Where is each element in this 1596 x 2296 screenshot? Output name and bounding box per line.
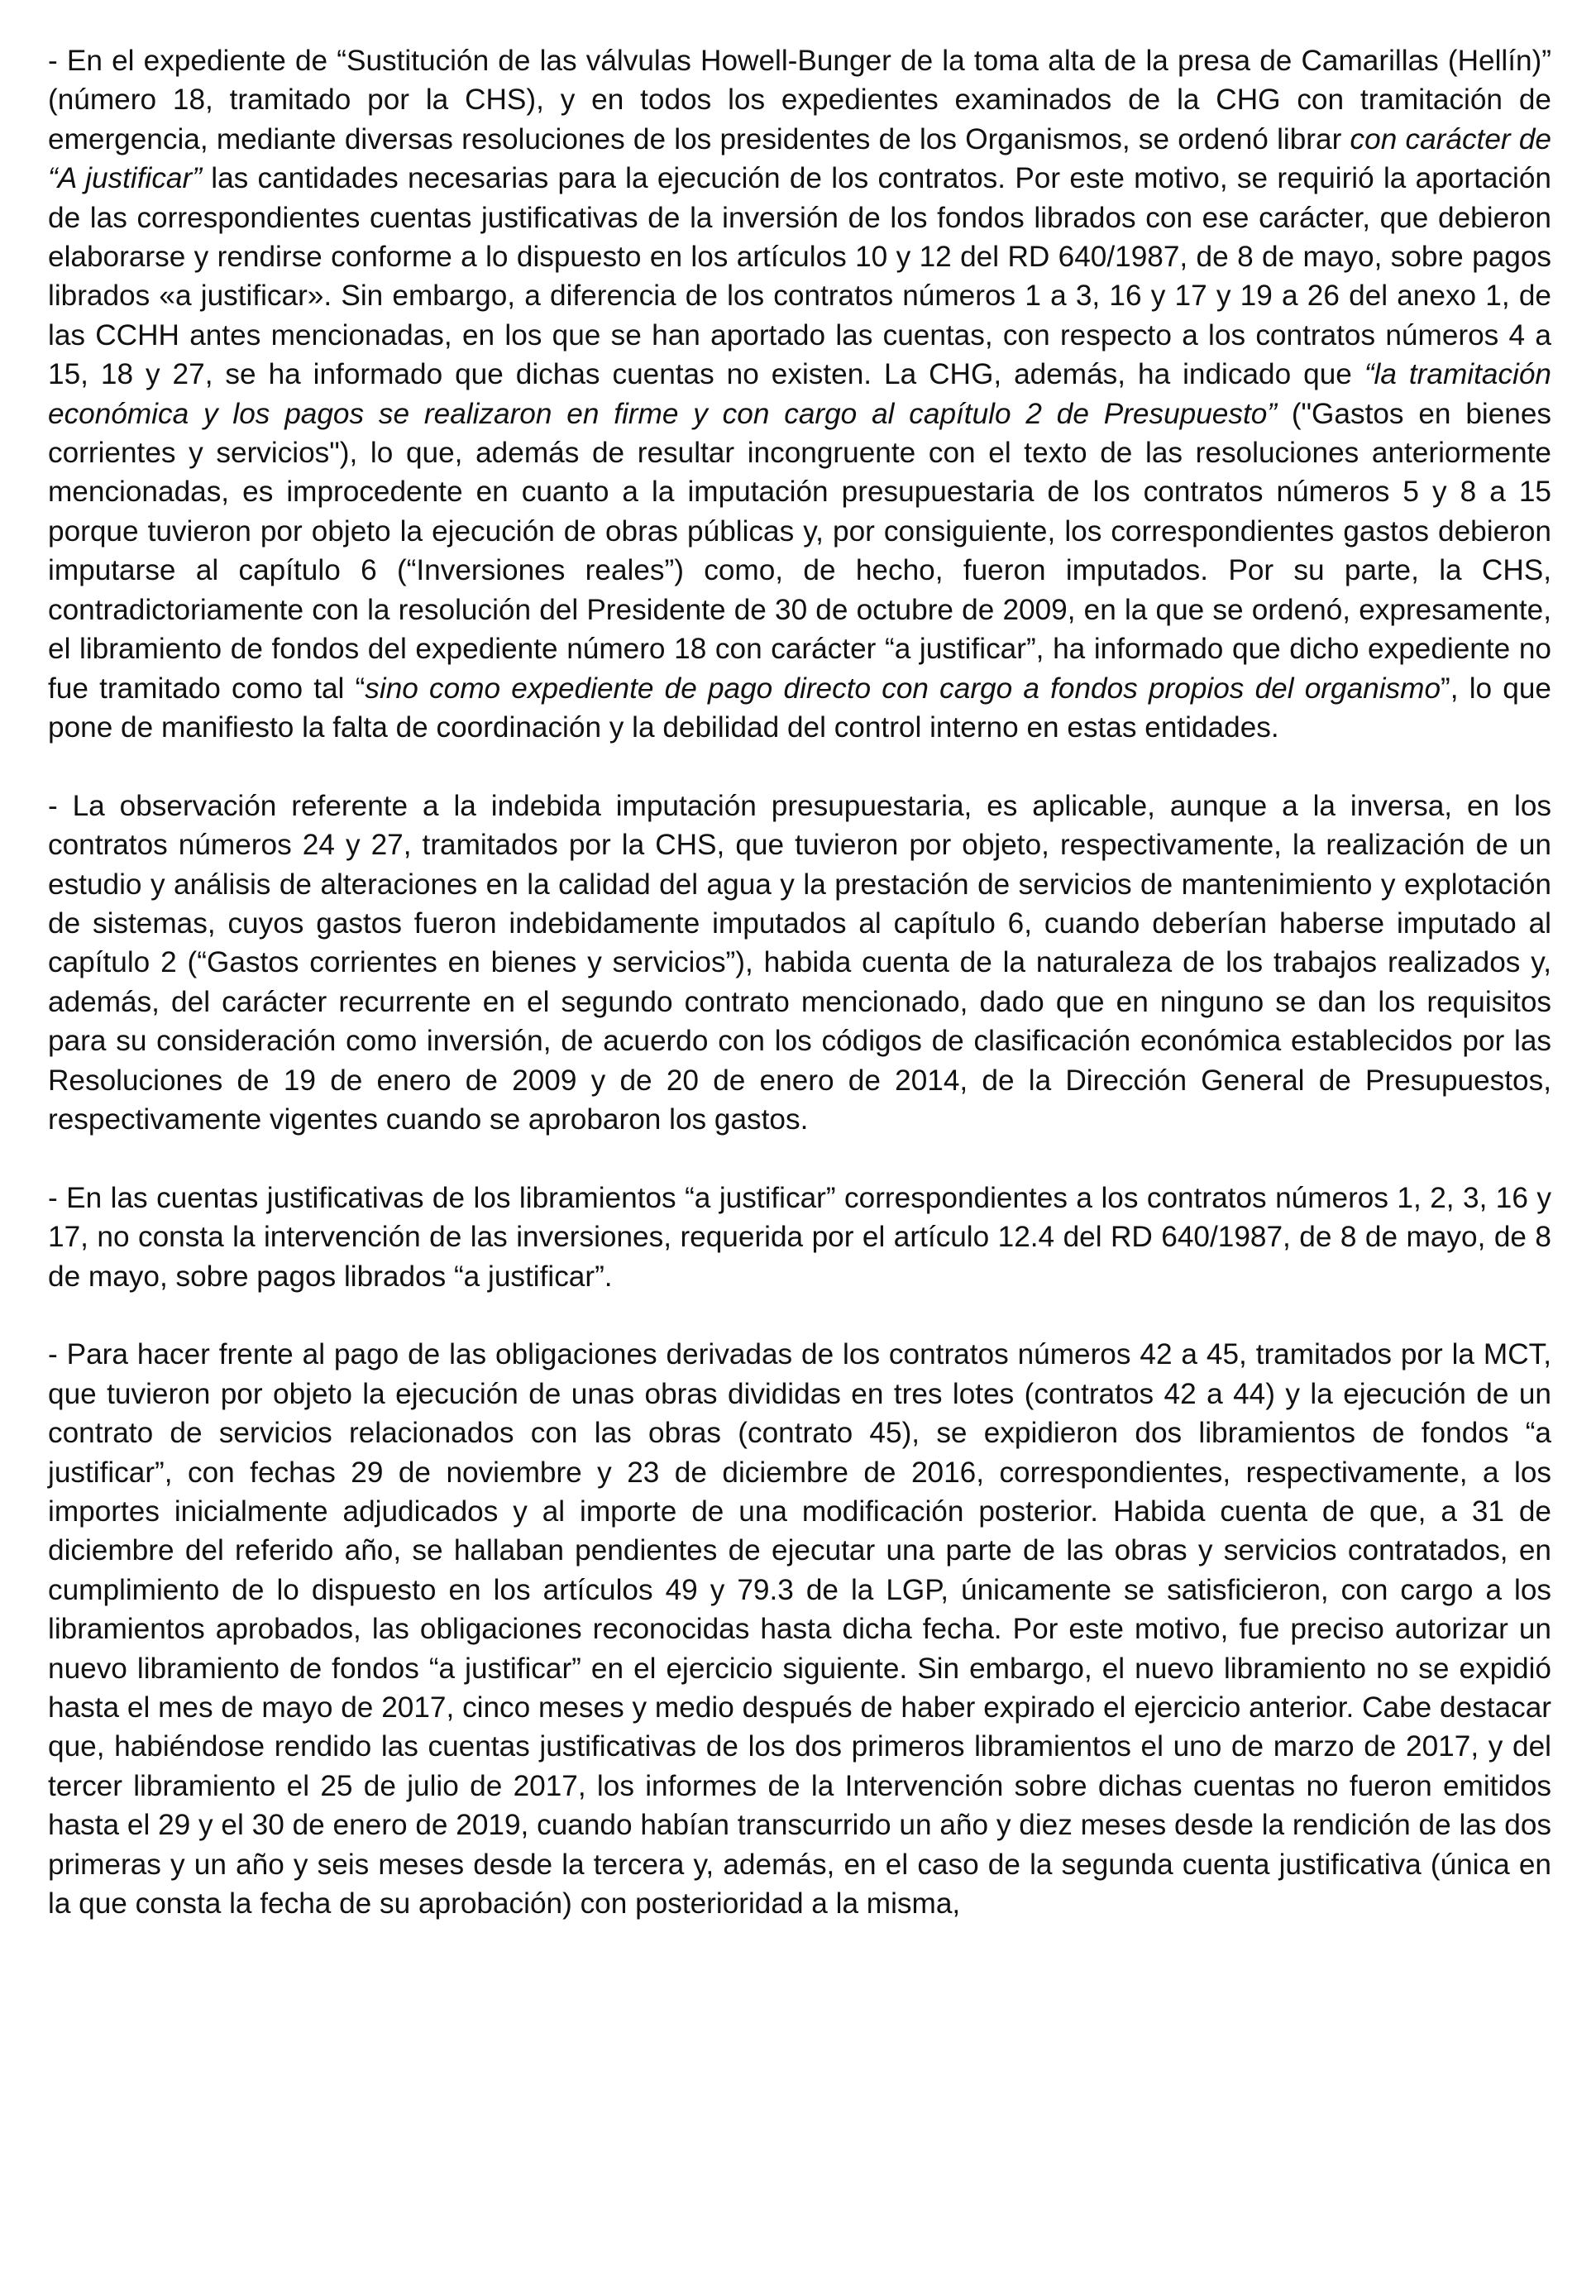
italic-run: con carácter de “A justificar” (48, 122, 1551, 195)
text-run: - La observación referente a la indebida imputación presupuestaria, es aplicable, aunque a la inversa, en los contratos números 24 y 27, tramitados por la CHS, que tuvieron por objeto, respectivamente, la realización de un estudio y análisis de alteraciones en la calidad del agua y la prestación de servicios de mantenimiento y explotación de sistemas, cuyos gastos fueron indebidamente imputados al capítulo 6, cuando deberían haberse imputado al capítulo 2 (“Gastos corrientes en bienes y servicios”), habida cuenta de la naturaleza de los trabajos realizados y, además, del carácter recurrente en el segundo contrato mencionado, dado que en ninguno se dan los requisitos para su consideración como inversión, de acuerdo con los códigos de clasificación económica establecidos por las Resoluciones de 19 de enero de 2009 y de 20 de enero de 2014, de la Dirección General de Presupuestos, respectivamente vigentes cuando se aprobaron los gastos. (48, 789, 1551, 1136)
text-run: - En el expediente de “Sustitución de las válvulas Howell-Bunger de la toma alta de la presa de Camarillas (Hellín)” (número 18, tramitado por la CHS), y en todos los expedientes examinados de la CHG con tramitación de emergencia, mediante diversas resoluciones de los presidentes de los Organismos, se ordenó librar (48, 45, 1551, 155)
italic-quote-chg: “la tramitación económica y los pagos se realizaron en firme y con cargo al capítulo 2 de Presupuesto” (48, 358, 1551, 430)
text-run: - Para hacer frente al pago de las obligaciones derivadas de los contratos números 42 a 45, tramitados por la MCT, que tuvieron por objeto la ejecución de unas obras divididas en tres lotes (contratos 42 a 44) y la ejecución de un contrato de servicios relacionados con las obras (contrato 45), se expidieron dos libramientos de fondos “a justificar”, con fechas 29 de noviembre y 23 de diciembre de 2016, correspondientes, respectivamente, a los importes inicialmente adjudicados y al importe de una modificación posterior. Habida cuenta de que, a 31 de diciembre del referido año, se hallaban pendientes de ejecutar una parte de las obras y servicios contratados, en cumplimiento de lo dispuesto en los artículos 49 y 79.3 de la LGP, únicamente se satisficieron, con cargo a los libramientos aprobados, las obligaciones reconocidas hasta dicha fecha. Por este motivo, fue preciso autorizar un nuevo libramiento de fondos “a justificar” en el ejercicio siguiente. Sin embargo, el nuevo libramiento no se expidió hasta el mes de mayo de 2017, cinco meses y medio después de haber expirado el ejercicio anterior. Cabe destacar que, habiéndose rendido las cuentas justificativas de los dos primeros libramientos el uno de marzo de 2017, y del tercer libramiento el 25 de julio de 2017, los informes de la Intervención sobre dichas cuentas no fueron emitidos hasta el 29 y el 30 de enero de 2019, cuando habían transcurrido un año y diez meses desde la rendición de las dos primeras y un año y seis meses desde la tercera y, además, en el caso de la segunda cuenta justificativa (única en la que consta la fecha de su aprobación) con posterioridad a la misma, (48, 1338, 1551, 1921)
paragraph-mct-contracts (48, 1335, 1551, 1923)
paragraph-budget-imputation (48, 787, 1551, 1140)
text-run: ”, lo que pone de manifiesto la falta de coordinación y la debilidad del control interno en estas entidades. (48, 672, 1552, 744)
text-run: las cantidades necesarias para la ejecución de los contratos. Por este motivo, se requirió la aportación de las correspondientes cuentas justificativas de la inversión de los fondos librados con ese carácter, que debieron elaborarse y rendirse conforme a lo dispuesto en los artículos 10 y 12 del RD 640/1987, de 8 de mayo, sobre pagos librados «a justificar». Sin embargo, a diferencia de los contratos números 1 a 3, 16 y 17 y 19 a 26 del anexo 1, de las CCHH antes mencionadas, en los que se han aportado las cuentas, con respecto a los contratos números 4 a 15, 18 y 27, se ha informado que dichas cuentas no existen. La CHG, además, ha indicado que (48, 162, 1551, 391)
paragraph-justification-accounts (48, 1179, 1551, 1296)
text-run: - En las cuentas justificativas de los libramientos “a justificar” correspondientes a los contratos números 1, 2, 3, 16 y 17, no consta la intervención de las inversiones, requerida por el artículo 12.4 del RD 640/1987, de 8 de mayo, de 8 de mayo, sobre pagos librados “a justificar”. (48, 1181, 1551, 1293)
italic-quote-chs: sino como expediente de pago directo con cargo a fondos propios del organismo (365, 672, 1441, 705)
text-run: ("Gastos en bienes corrientes y servicios"), lo que, además de resultar incongruente con el texto de las resoluciones anteriormente mencionadas, es improcedente en cuanto a la imputación presupuestaria de los contratos números 5 y 8 a 15 porque tuvieron por objeto la ejecución de obras públicas y, por consiguiente, los correspondientes gastos debieron imputarse al capítulo 6 (“Inversiones reales”) como, de hecho, fueron imputados. Por su parte, la CHS, contradictoriamente con la resolución del Presidente de 30 de octubre de 2009, en la que se ordenó, expresamente, el libramiento de fondos del expediente número 18 con carácter “a justificar”, ha informado que dicho expediente no fue tramitado como tal “ (48, 397, 1552, 705)
document-page (48, 41, 1551, 1923)
paragraph-emergency-contracts (48, 41, 1551, 747)
